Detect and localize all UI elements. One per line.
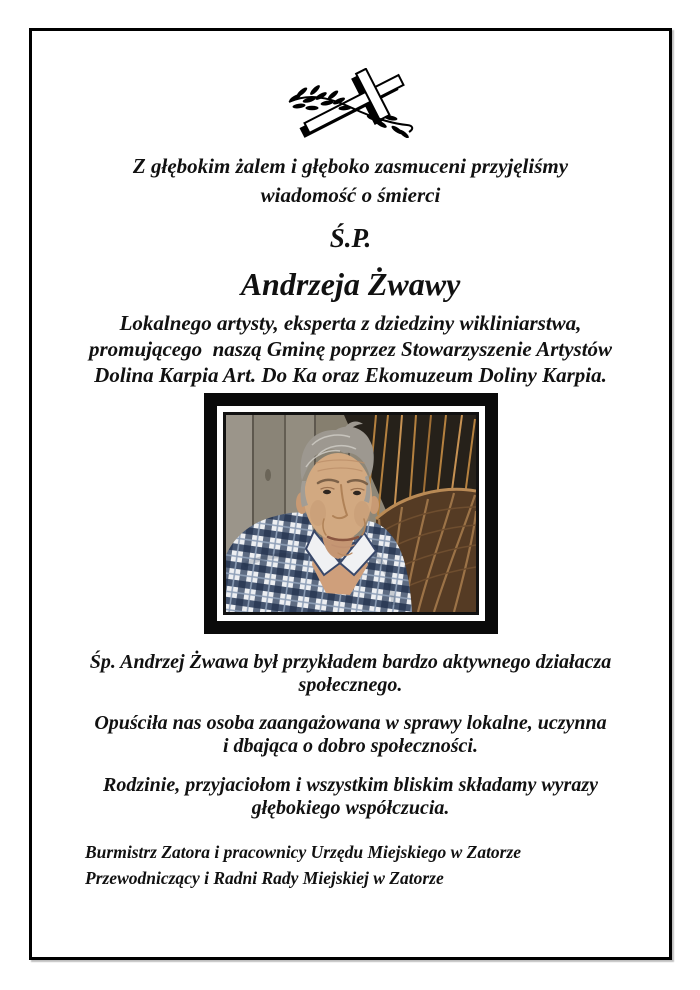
photo-frame <box>204 393 498 634</box>
tribute-paragraph-1 <box>32 651 669 697</box>
photo-frame-mat <box>217 406 485 621</box>
tribute-1-line-2: społecznego. <box>298 674 403 696</box>
signatures <box>85 839 669 891</box>
tribute-2-line-2: i dbająca o dobro społeczności. <box>223 735 478 757</box>
page-border-frame <box>29 28 672 960</box>
tribute-3-line-2: głębokiego współczucia. <box>251 797 450 819</box>
memorial-cross-icon <box>287 68 415 138</box>
signature-line-2: Przewodniczący i Radni Rady Miejskiej w Zatorze <box>85 868 444 888</box>
tribute-paragraph-3 <box>32 774 669 820</box>
tribute-paragraph-2 <box>32 712 669 758</box>
deceased-portrait-photo <box>226 415 476 612</box>
deceased-description <box>32 310 669 388</box>
intro-line-2: wiadomość o śmierci <box>260 183 441 207</box>
tribute-3-line-1: Rodzinie, przyjaciołom i wszystkim bliskim składamy wyrazy <box>102 774 599 796</box>
deceased-name: Andrzeja Żwawy <box>240 266 461 302</box>
sp-abbreviation: Ś.P. <box>329 223 372 253</box>
photo-frame-inner <box>223 412 479 615</box>
description-line-2: promującego naszą Gminę poprzez Stowarzyszenie Artystów <box>88 337 613 361</box>
intro-line-1: Z głębokim żalem i głęboko zasmuceni przyjęliśmy <box>132 154 569 178</box>
signature-line-1: Burmistrz Zatora i pracownicy Urzędu Miejskiego w Zatorze <box>85 842 522 862</box>
description-line-3: Dolina Karpia Art. Do Ka oraz Ekomuzeum Doliny Karpia. <box>94 363 607 387</box>
description-line-1: Lokalnego artysty, eksperta z dziedziny wikliniarstwa, <box>119 311 582 335</box>
tribute-2-line-1: Opuściła nas osoba zaangażowana w sprawy lokalne, uczynna <box>94 712 607 734</box>
tribute-1-line-1: Śp. Andrzej Żwawa był przykładem bardzo aktywnego działacza <box>89 651 612 673</box>
intro-text <box>32 152 669 210</box>
